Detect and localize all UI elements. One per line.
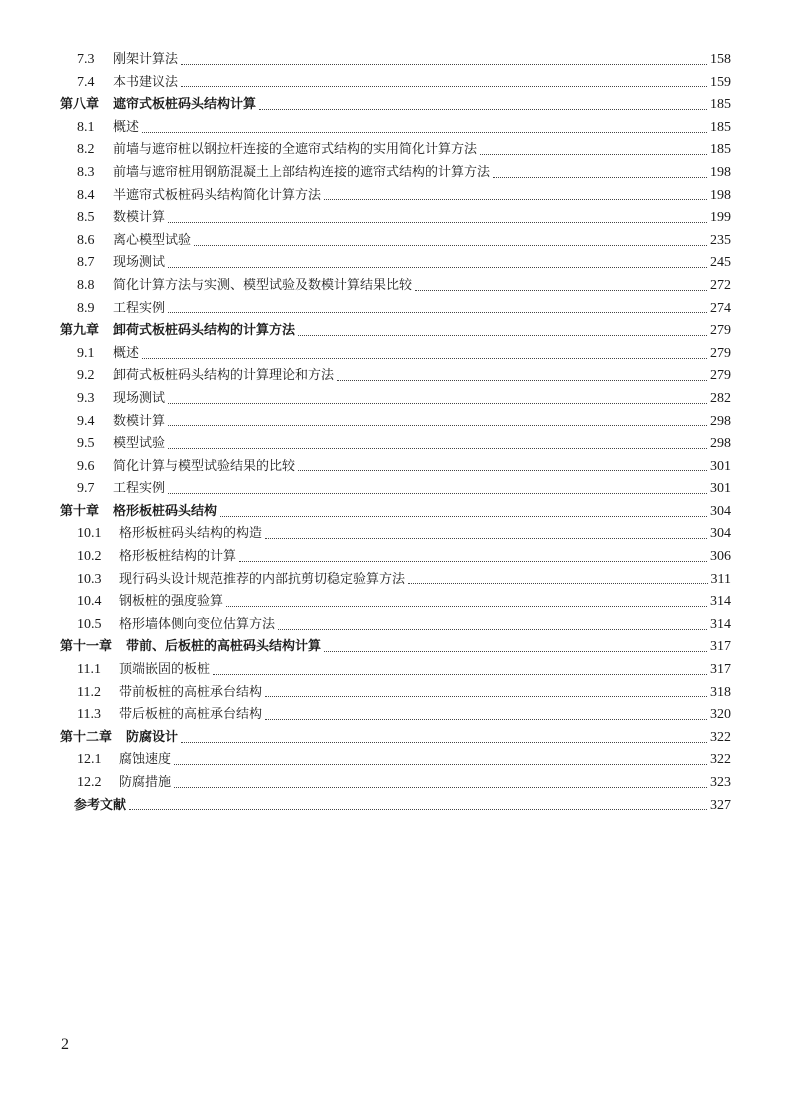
- entry-title: 现行码头设计规范推荐的内部抗剪切稳定验算方法: [119, 571, 406, 587]
- toc-section-entry[interactable]: [60, 523, 731, 546]
- entry-number: 8.5: [77, 210, 95, 226]
- toc-section-entry[interactable]: [60, 388, 731, 411]
- entry-title: 格形板桩码头结构: [113, 503, 218, 519]
- entry-title: 工程实例: [113, 300, 166, 316]
- entry-number: 11.2: [77, 684, 101, 700]
- toc-section-entry[interactable]: [60, 546, 731, 569]
- toc-section-entry[interactable]: [60, 411, 731, 434]
- toc-section-entry[interactable]: [60, 207, 731, 230]
- toc-section-entry[interactable]: [60, 704, 731, 727]
- dot-leader: [168, 267, 707, 268]
- dot-leader: [408, 583, 708, 584]
- entry-title: 带前、后板桩的高桩码头结构计算: [126, 639, 322, 655]
- entry-page: 323: [710, 775, 731, 790]
- toc-section-entry[interactable]: [60, 682, 731, 705]
- dot-leader: [265, 538, 707, 539]
- toc-section-entry[interactable]: [60, 117, 731, 140]
- dot-leader: [265, 719, 707, 720]
- dot-leader: [181, 742, 707, 743]
- entry-number: 8.1: [77, 119, 95, 135]
- dot-leader: [168, 493, 707, 494]
- entry-title: 半遮帘式板桩码头结构简化计算方法: [113, 187, 322, 203]
- dot-leader: [174, 764, 707, 765]
- entry-number: 10.4: [77, 594, 102, 610]
- entry-title: 前墙与遮帘桩以钢拉杆连接的全遮帘式结构的实用简化计算方法: [113, 142, 478, 158]
- dot-leader: [194, 245, 707, 246]
- entry-page: 317: [710, 662, 731, 678]
- entry-title: 概述: [113, 119, 140, 135]
- table-of-contents: [60, 49, 731, 817]
- toc-section-entry[interactable]: [60, 749, 731, 772]
- entry-title: 卸荷式板桩码头结构的计算理论和方法: [113, 368, 335, 384]
- entry-title: 现场测试: [113, 390, 166, 406]
- entry-number: 8.8: [77, 277, 95, 293]
- entry-page: 322: [710, 752, 731, 768]
- toc-chapter-entry[interactable]: [60, 727, 731, 750]
- entry-title: 刚架计算法: [113, 52, 179, 67]
- entry-number: 8.7: [77, 255, 95, 271]
- toc-section-entry[interactable]: [60, 298, 731, 321]
- dot-leader: [239, 561, 707, 562]
- entry-title: 腐蚀速度: [119, 752, 172, 768]
- entry-title: 防腐设计: [126, 729, 179, 745]
- toc-section-entry[interactable]: [60, 456, 731, 479]
- entry-page: 279: [710, 345, 731, 361]
- entry-number: 9.7: [77, 481, 95, 497]
- toc-section-entry[interactable]: [60, 365, 731, 388]
- toc-section-entry[interactable]: [60, 230, 731, 253]
- entry-page: 185: [710, 119, 731, 135]
- entry-number: 第十一章: [60, 639, 113, 655]
- dot-leader: [298, 335, 707, 336]
- entry-title: 概述: [113, 345, 140, 361]
- entry-page: 159: [710, 74, 731, 90]
- entry-title: 简化计算方法与实测、模型试验及数模计算结果比较: [113, 277, 413, 293]
- entry-number: 7.3: [77, 52, 95, 67]
- entry-page: 198: [710, 187, 731, 203]
- dot-leader: [142, 358, 707, 359]
- entry-number: 12.2: [77, 775, 102, 790]
- entry-title: 前墙与遮帘桩用钢筋混凝土上部结构连接的遮帘式结构的计算方法: [113, 164, 491, 180]
- toc-section-entry[interactable]: [60, 433, 731, 456]
- entry-title: 顶端嵌固的板桩: [119, 662, 211, 678]
- toc-section-entry[interactable]: [60, 275, 731, 298]
- entry-page: 185: [710, 142, 731, 158]
- dot-leader: [259, 109, 707, 110]
- entry-title: 数模计算: [113, 413, 166, 429]
- entry-number: 10.3: [77, 571, 102, 587]
- toc-section-entry[interactable]: [60, 659, 731, 682]
- dot-leader: [265, 696, 707, 697]
- dot-leader: [324, 199, 707, 200]
- entry-number: 第八章: [60, 97, 100, 113]
- entry-number: 9.1: [77, 345, 95, 361]
- entry-title: 带前板桩的高桩承台结构: [119, 684, 263, 700]
- entry-number: 10.2: [77, 549, 102, 565]
- dot-leader: [174, 787, 707, 788]
- entry-page: 298: [710, 436, 731, 452]
- entry-page: 198: [710, 164, 731, 180]
- entry-page: 199: [710, 210, 731, 226]
- entry-number: 第十章: [60, 503, 100, 519]
- entry-page: 279: [710, 368, 731, 384]
- dot-leader: [298, 470, 707, 471]
- entry-title: 参考文献: [74, 797, 127, 813]
- entry-page: 322: [710, 729, 731, 745]
- entry-title: 现场测试: [113, 255, 166, 271]
- entry-title: 模型试验: [113, 436, 166, 452]
- dot-leader: [168, 312, 707, 313]
- entry-page: 311: [710, 571, 731, 587]
- dot-leader: [324, 651, 707, 652]
- toc-section-entry[interactable]: [60, 72, 731, 95]
- entry-page: 301: [710, 481, 731, 497]
- entry-number: 12.1: [77, 752, 102, 768]
- toc-chapter-entry[interactable]: [60, 636, 731, 659]
- dot-leader: [415, 290, 707, 291]
- entry-number: 9.6: [77, 458, 95, 474]
- entry-title: 带后板桩的高桩承台结构: [119, 707, 263, 723]
- entry-number: 8.6: [77, 232, 95, 248]
- toc-section-entry[interactable]: [60, 569, 731, 592]
- toc-section-entry[interactable]: [60, 591, 731, 614]
- dot-leader: [168, 448, 707, 449]
- entry-page: 318: [710, 684, 731, 700]
- dot-leader: [226, 606, 707, 607]
- entry-page: 158: [710, 52, 731, 67]
- entry-number: 第九章: [60, 323, 100, 339]
- page-number: 2: [61, 1036, 69, 1053]
- dot-leader: [278, 629, 707, 630]
- entry-title: 简化计算与模型试验结果的比较: [113, 458, 296, 474]
- dot-leader: [142, 132, 707, 133]
- entry-title: 卸荷式板桩码头结构的计算方法: [113, 323, 296, 339]
- entry-number: 8.3: [77, 164, 95, 180]
- entry-number: 10.1: [77, 526, 102, 542]
- entry-title: 数模计算: [113, 210, 166, 226]
- entry-page: 185: [710, 97, 731, 113]
- entry-page: 314: [710, 616, 731, 632]
- entry-page: 306: [710, 549, 731, 565]
- entry-page: 279: [710, 323, 731, 339]
- toc-section-entry[interactable]: [60, 49, 731, 72]
- dot-leader: [480, 154, 707, 155]
- toc-chapter-entry[interactable]: [60, 320, 731, 343]
- toc-section-entry[interactable]: [60, 478, 731, 501]
- dot-leader: [168, 403, 707, 404]
- entry-title: 防腐措施: [119, 775, 172, 790]
- toc-section-entry[interactable]: [60, 772, 731, 795]
- entry-page: 245: [710, 255, 731, 271]
- dot-leader: [493, 177, 707, 178]
- dot-leader: [213, 674, 707, 675]
- entry-title: 钢板桩的强度验算: [119, 594, 224, 610]
- entry-number: 8.9: [77, 300, 95, 316]
- dot-leader: [220, 516, 707, 517]
- toc-section-entry[interactable]: [60, 185, 731, 208]
- entry-title: 格形板桩码头结构的构造: [119, 526, 263, 542]
- entry-title: 遮帘式板桩码头结构计算: [113, 97, 257, 113]
- toc-section-entry[interactable]: [60, 139, 731, 162]
- entry-page: 274: [710, 300, 731, 316]
- entry-title: 离心模型试验: [113, 232, 192, 248]
- dot-leader: [129, 809, 707, 810]
- entry-page: 317: [710, 639, 731, 655]
- entry-page: 327: [710, 797, 731, 813]
- entry-number: 8.4: [77, 187, 95, 203]
- entry-number: 11.1: [77, 662, 101, 678]
- entry-number: 10.5: [77, 616, 102, 632]
- entry-number: 11.3: [77, 707, 101, 723]
- toc-chapter-entry[interactable]: [60, 501, 731, 524]
- entry-page: 298: [710, 413, 731, 429]
- entry-number: 9.5: [77, 436, 95, 452]
- entry-title: 格形墙体侧向变位估算方法: [119, 616, 276, 632]
- entry-title: 本书建议法: [113, 74, 179, 90]
- toc-section-entry[interactable]: [60, 162, 731, 185]
- entry-page: 282: [710, 390, 731, 406]
- entry-number: 8.2: [77, 142, 95, 158]
- dot-leader: [337, 380, 707, 381]
- entry-page: 320: [710, 707, 731, 723]
- entry-page: 272: [710, 277, 731, 293]
- toc-chapter-entry[interactable]: [60, 94, 731, 117]
- toc-section-entry[interactable]: [60, 343, 731, 366]
- dot-leader: [181, 86, 707, 87]
- entry-page: 304: [710, 503, 731, 519]
- entry-title: 格形板桩结构的计算: [119, 549, 237, 565]
- entry-title: 工程实例: [113, 481, 166, 497]
- entry-number: 第十二章: [60, 729, 113, 745]
- toc-section-entry[interactable]: [60, 614, 731, 637]
- entry-number: 9.2: [77, 368, 95, 384]
- entry-page: 304: [710, 526, 731, 542]
- toc-section-entry[interactable]: [60, 252, 731, 275]
- entry-page: 301: [710, 458, 731, 474]
- dot-leader: [168, 425, 707, 426]
- dot-leader: [168, 222, 707, 223]
- entry-page: 235: [710, 232, 731, 248]
- entry-number: 7.4: [77, 74, 95, 90]
- dot-leader: [181, 64, 707, 65]
- entry-page: 314: [710, 594, 731, 610]
- entry-number: 9.4: [77, 413, 95, 429]
- toc-chapter-entry[interactable]: [60, 795, 731, 818]
- entry-number: 9.3: [77, 390, 95, 406]
